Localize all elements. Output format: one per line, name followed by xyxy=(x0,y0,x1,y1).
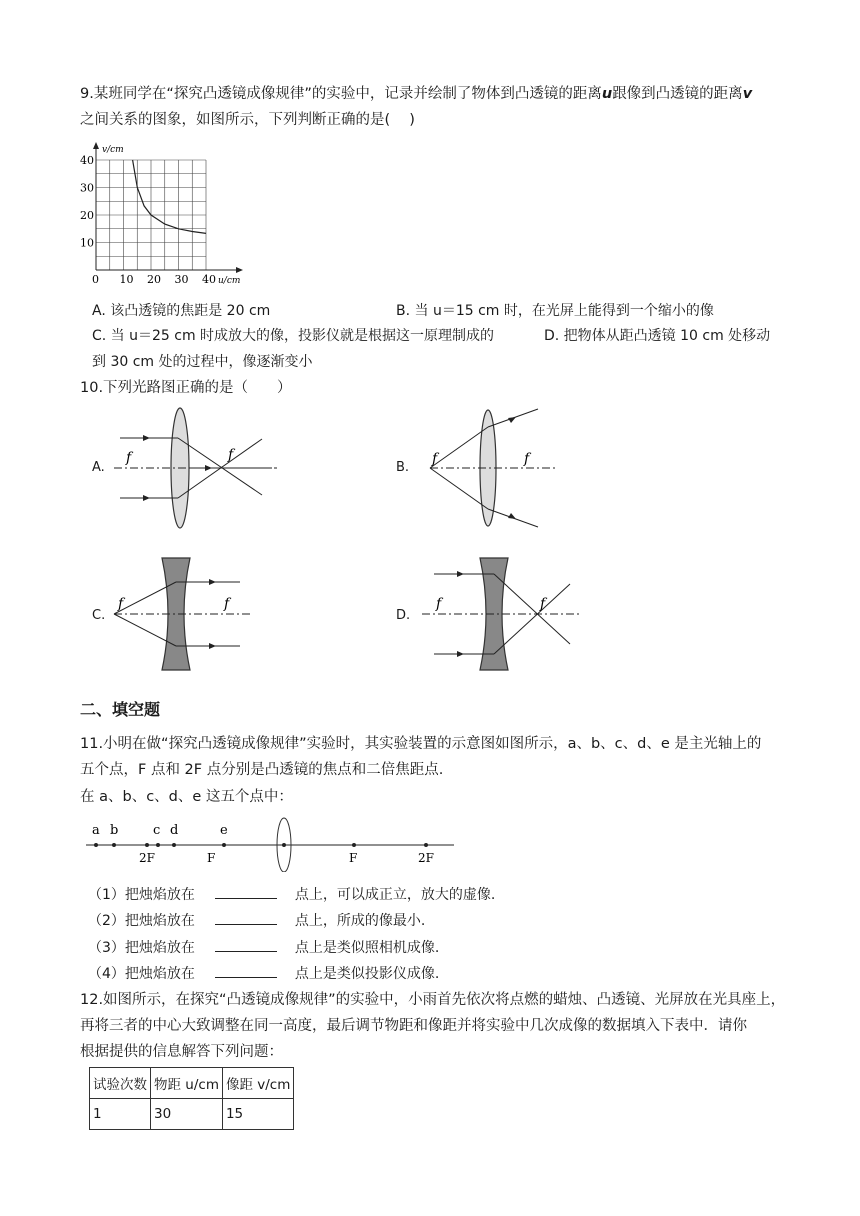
label-f-left: F xyxy=(207,851,216,865)
y-tick-label: 20 xyxy=(80,209,94,222)
label-b: b xyxy=(110,823,119,838)
ray xyxy=(114,582,176,614)
ray xyxy=(114,614,176,646)
q9-stem-text: 9.某班同学在“探究凸透镜成像规律”的实验中，记录并绘制了物体到凸透镜的距离 xyxy=(80,86,602,102)
q11-blank-4[interactable] xyxy=(215,963,277,978)
label-f-right: F xyxy=(349,851,358,865)
focal-mark-left: f xyxy=(118,596,124,612)
mark-f-right xyxy=(352,843,356,847)
q11-stem-line2: 五个点，F 点和 2F 点分别是凸透镜的焦点和二倍焦距点. xyxy=(80,762,444,778)
arrow xyxy=(205,465,212,471)
q11-item-3 xyxy=(88,937,439,958)
y-tick-label: 10 xyxy=(80,236,94,250)
q9-stem-line1 xyxy=(80,84,752,104)
q10-option-a-label[interactable]: A. xyxy=(92,460,105,475)
q11-blank-2[interactable] xyxy=(215,910,277,925)
arrow xyxy=(143,435,150,441)
point-b xyxy=(112,843,116,847)
table-cell: 15 xyxy=(222,1099,293,1130)
q10-option-d-label[interactable]: D. xyxy=(396,608,411,623)
label-a: a xyxy=(92,823,100,838)
ray xyxy=(430,427,488,468)
q10-diagram-d xyxy=(420,552,600,682)
focal-mark-left: f xyxy=(436,596,442,612)
label-d: d xyxy=(170,823,179,838)
q11-blank-3[interactable] xyxy=(215,937,277,952)
focal-mark-left: f xyxy=(432,451,438,467)
focal-mark-right: f xyxy=(540,596,546,612)
table-header-cell: 像距 v/cm xyxy=(222,1068,293,1099)
table-cell: 30 xyxy=(151,1099,223,1130)
q11-item-1 xyxy=(88,884,495,905)
label-2f-left: 2F xyxy=(139,851,155,865)
q12-stem-line1: 12.如图所示，在探究“凸透镜成像规律”的实验中，小雨首先依次将点燃的蜡烛、凸透镜、光屏放在光具座上， xyxy=(80,992,786,1008)
q11-item-1-suffix: 点上，可以成正立，放大的虚像. xyxy=(294,887,496,903)
focal-mark-right: f xyxy=(224,596,230,612)
q9-v-variable: v xyxy=(742,86,753,102)
q11-item-4 xyxy=(88,963,439,984)
arrow xyxy=(143,495,150,501)
q10-option-c-label[interactable]: C. xyxy=(92,608,106,623)
point-c xyxy=(156,843,160,847)
x-tick-label: 0 xyxy=(92,273,99,286)
q10-diagram-b xyxy=(420,405,580,535)
arrow xyxy=(508,417,516,423)
point-a xyxy=(94,843,98,847)
arrow xyxy=(457,651,464,657)
x-tick-label: 10 xyxy=(119,273,134,286)
point-d xyxy=(172,843,176,847)
x-axis-arrow xyxy=(236,267,243,273)
q11-item-2-prefix: （2）把烛焰放在 xyxy=(88,913,195,929)
arrow xyxy=(457,571,464,577)
y-tick-label: 30 xyxy=(80,181,94,195)
q12-stem-line2: 再将三者的中心大致调整在同一高度，最后调节物距和像距并将实验中几次成像的数据填入下表中．请你 xyxy=(80,1018,747,1034)
q12-data-table xyxy=(89,1067,294,1130)
table-row xyxy=(90,1099,294,1130)
y-tick-label: 40 xyxy=(80,154,94,167)
q11-optical-bench-diagram xyxy=(84,812,464,872)
x-tick-labels xyxy=(92,273,216,286)
label-c: c xyxy=(153,823,161,838)
q11-item-2-suffix: 点上，所成的像最小. xyxy=(294,913,426,929)
q12-stem-line3: 根据提供的信息解答下列问题： xyxy=(80,1044,283,1060)
q10-stem: 10.下列光路图正确的是（ ） xyxy=(80,380,292,396)
q9-option-c[interactable]: C. 当 u＝25 cm 时成放大的像，投影仪就是根据这一原理制成的 xyxy=(92,328,495,344)
q11-item-4-suffix: 点上是类似投影仪成像. xyxy=(294,966,440,982)
table-header-cell: 试验次数 xyxy=(90,1068,151,1099)
q9-option-d-cont: 到 30 cm 处的过程中，像逐渐变小 xyxy=(92,354,313,370)
mark-2f-right xyxy=(424,843,428,847)
focal-mark-left: f xyxy=(126,450,132,466)
q9-option-b[interactable]: B. 当 u＝15 cm 时，在光屏上能得到一个缩小的像 xyxy=(396,303,714,319)
q9-u-variable: u xyxy=(601,86,613,102)
point-e xyxy=(222,843,226,847)
q11-stem-line1: 11.小明在做“探究凸透镜成像规律”实验时，其实验装置的示意图如图所示，a、b、c、d、e 是主光轴上的 xyxy=(80,736,762,752)
q11-blank-1[interactable] xyxy=(215,884,277,899)
q9-option-a[interactable]: A. 该凸透镜的焦距是 20 cm xyxy=(92,303,271,319)
q10-option-b-label[interactable]: B. xyxy=(396,460,410,475)
y-axis-label: v/cm xyxy=(102,145,124,155)
x-tick-label: 30 xyxy=(174,273,189,286)
ray xyxy=(494,584,570,654)
y-axis-arrow xyxy=(93,142,99,149)
arrow xyxy=(508,513,516,519)
x-tick-label: 40 xyxy=(202,273,216,286)
q9-option-d[interactable]: D. 把物体从距凸透镜 10 cm 处移动 xyxy=(544,328,771,344)
focal-mark-right: f xyxy=(524,451,530,467)
q10-diagram-a xyxy=(112,405,292,535)
ray xyxy=(430,468,488,509)
label-e: e xyxy=(220,823,228,838)
mark-2f-left xyxy=(145,843,149,847)
ray xyxy=(494,574,570,644)
focal-mark-right: f xyxy=(228,447,234,463)
x-axis-label: u/cm xyxy=(218,276,241,286)
q11-item-2 xyxy=(88,910,425,931)
lens-center xyxy=(282,843,286,847)
q11-item-3-prefix: （3）把烛焰放在 xyxy=(88,940,195,956)
y-tick-labels xyxy=(80,154,94,250)
table-header-cell: 物距 u/cm xyxy=(151,1068,223,1099)
x-tick-label: 20 xyxy=(147,273,161,286)
q11-item-1-prefix: （1）把烛焰放在 xyxy=(88,887,195,903)
q9-u-v-graph xyxy=(76,140,246,286)
table-cell: 1 xyxy=(90,1099,151,1130)
section-title: 二、填空题 xyxy=(80,700,161,719)
table-header-row xyxy=(90,1068,294,1099)
arrow xyxy=(209,579,216,585)
q11-item-3-suffix: 点上是类似照相机成像. xyxy=(294,940,440,956)
label-2f-right: 2F xyxy=(418,851,434,865)
q9-stem-text-b: 跟像到凸透镜的距离 xyxy=(612,86,743,102)
u-v-curve xyxy=(133,160,206,233)
q9-stem-line2: 之间关系的图象，如图所示，下列判断正确的是( ) xyxy=(80,112,415,128)
arrow xyxy=(209,643,216,649)
q10-diagram-c xyxy=(112,552,272,682)
ray xyxy=(178,438,262,495)
q11-item-4-prefix: （4）把烛焰放在 xyxy=(88,966,195,982)
q11-stem-line3: 在 a、b、c、d、e 这五个点中： xyxy=(80,789,293,805)
